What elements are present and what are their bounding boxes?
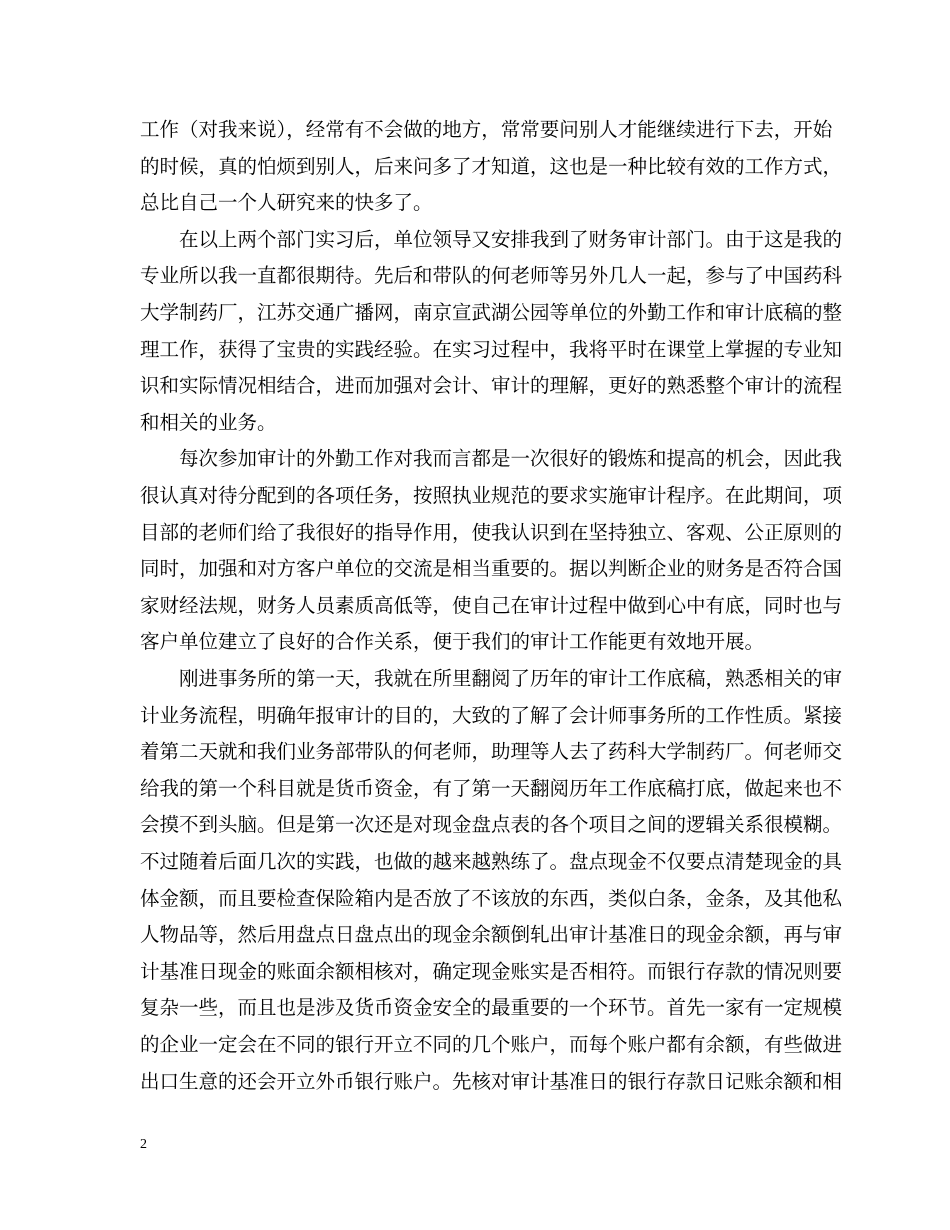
- body-text-line: 很认真对待分配到的各项任务，按照执业规范的要求实施审计程序。在此期间，项: [140, 484, 843, 507]
- body-text-line: 客户单位建立了良好的合作关系，便于我们的审计工作能更有效地开展。: [140, 630, 765, 653]
- body-text-line: 目部的老师们给了我很好的指导作用，使我认识到在坚持独立、客观、公正原则的: [140, 521, 843, 544]
- body-text-line: 专业所以我一直都很期待。先后和带队的何老师等另外几人一起，参与了中国药科: [140, 264, 843, 287]
- body-text-line: 体金额，而且要检查保险箱内是否放了不该放的东西，类似白条，金条，及其他私: [140, 887, 843, 910]
- body-text-line: 的企业一定会在不同的银行开立不同的几个账户，而每个账户都有余额，有些做进: [140, 1033, 843, 1056]
- body-text-line: 的时候，真的怕烦到别人，后来问多了才知道，这也是一种比较有效的工作方式，: [140, 155, 843, 178]
- body-text-line: 出口生意的还会开立外币银行账户。先核对审计基准日的银行存款日记账余额和相: [140, 1070, 843, 1093]
- page-number: 2: [140, 1137, 147, 1152]
- body-text-line: 同时，加强和对方客户单位的交流是相当重要的。据以判断企业的财务是否符合国: [140, 557, 843, 580]
- paragraph-first-line: 刚进事务所的第一天，我就在所里翻阅了历年的审计工作底稿，熟悉相关的审: [179, 667, 843, 690]
- body-text-line: 工作（对我来说），经常有不会做的地方，常常要问别人才能继续进行下去，开始: [140, 118, 833, 141]
- body-text-line: 和相关的业务。: [140, 411, 277, 434]
- body-text-line: 复杂一些，而且也是涉及货币资金安全的最重要的一个环节。首先一家有一定规模: [140, 996, 843, 1019]
- body-text-line: 识和实际情况相结合，进而加强对会计、审计的理解，更好的熟悉整个审计的流程: [140, 374, 843, 397]
- body-text-line: 会摸不到头脑。但是第一次还是对现金盘点表的各个项目之间的逻辑关系很模糊。: [140, 813, 843, 836]
- body-text-line: 计基准日现金的账面余额相核对，确定现金账实是否相符。而银行存款的情况则要: [140, 960, 843, 983]
- paragraph-first-line: 每次参加审计的外勤工作对我而言都是一次很好的锻炼和提高的机会，因此我: [179, 447, 843, 470]
- body-text-line: 不过随着后面几次的实践，也做的越来越熟练了。盘点现金不仅要点清楚现金的具: [140, 850, 843, 873]
- body-text-line: 总比自己一个人研究来的快多了。: [140, 191, 433, 214]
- body-text-line: 家财经法规，财务人员素质高低等，使自己在审计过程中做到心中有底，同时也与: [140, 594, 843, 617]
- body-text-line: 大学制药厂，江苏交通广播网，南京宣武湖公园等单位的外勤工作和审计底稿的整: [140, 301, 843, 324]
- body-text-line: 人物品等，然后用盘点日盘点出的现金余额倒轧出审计基准日的现金余额，再与审: [140, 923, 843, 946]
- body-text-line: 给我的第一个科目就是货币资金，有了第一天翻阅历年工作底稿打底，做起来也不: [140, 777, 843, 800]
- body-text-line: 计业务流程，明确年报审计的目的，大致的了解了会计师事务所的工作性质。紧接: [140, 704, 843, 727]
- body-text-line: 理工作，获得了宝贵的实践经验。在实习过程中，我将平时在课堂上掌握的专业知: [140, 338, 843, 361]
- body-text-line: 着第二天就和我们业务部带队的何老师，助理等人去了药科大学制药厂。何老师交: [140, 740, 843, 763]
- paragraph-first-line: 在以上两个部门实习后，单位领导又安排我到了财务审计部门。由于这是我的: [179, 228, 843, 251]
